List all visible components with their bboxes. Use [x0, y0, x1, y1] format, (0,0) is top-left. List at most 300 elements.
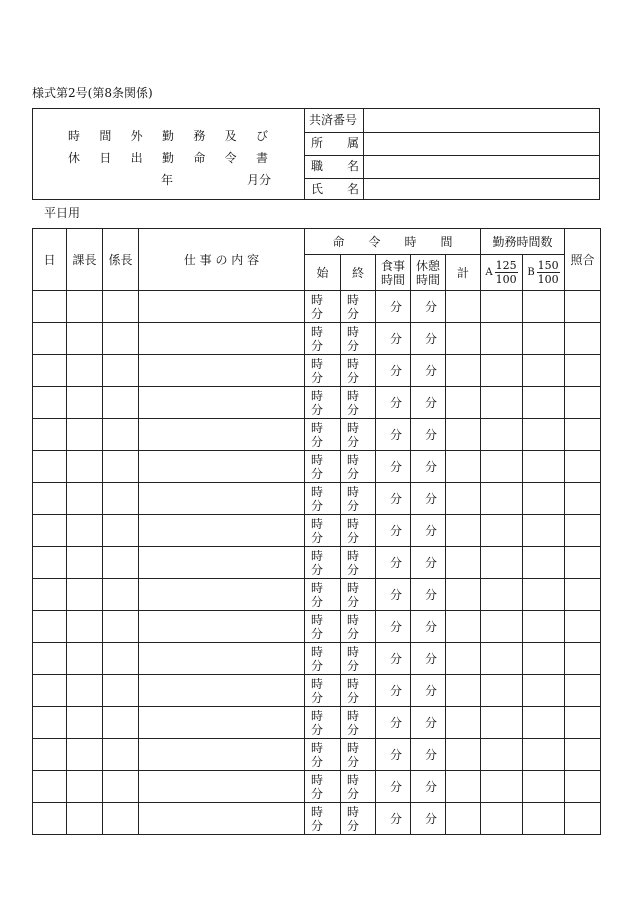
break-time-cell[interactable] [411, 323, 446, 355]
minute-unit: 分 [347, 786, 360, 801]
minute-unit: 分 [311, 594, 324, 609]
table-cell[interactable] [139, 483, 305, 515]
title-char: 出 [130, 151, 143, 165]
start-time-cell[interactable] [305, 515, 341, 547]
table-cell[interactable] [139, 547, 305, 579]
table-cell[interactable] [67, 771, 103, 803]
table-cell[interactable] [67, 579, 103, 611]
table-cell[interactable] [33, 579, 67, 611]
table-cell[interactable] [565, 387, 601, 419]
minute-unit: 分 [389, 683, 402, 698]
table-cell[interactable] [33, 451, 67, 483]
meal-time-cell[interactable] [376, 611, 411, 643]
table-cell[interactable] [103, 387, 139, 419]
end-time-cell[interactable] [341, 675, 376, 707]
title-char: 及 [224, 129, 237, 143]
col-meal [376, 255, 411, 291]
field-label-shozoku: 所 属 [311, 136, 360, 150]
table-cell[interactable] [103, 675, 139, 707]
table-cell[interactable] [33, 483, 67, 515]
minute-unit: 分 [347, 370, 360, 385]
hour-unit: 時 [311, 612, 324, 627]
table-cell[interactable] [446, 547, 481, 579]
meal-time-cell[interactable] [376, 771, 411, 803]
start-time-cell[interactable] [305, 579, 341, 611]
hour-unit: 時 [311, 548, 324, 563]
table-cell[interactable] [565, 739, 601, 771]
table-cell[interactable] [139, 611, 305, 643]
table-row [33, 739, 601, 771]
break-time-cell[interactable] [411, 611, 446, 643]
minute-unit: 分 [311, 306, 324, 321]
table-cell[interactable] [523, 739, 565, 771]
minute-unit: 分 [347, 818, 360, 833]
table-row [33, 579, 601, 611]
meal-time-cell[interactable] [376, 387, 411, 419]
table-cell[interactable] [565, 323, 601, 355]
start-time-cell[interactable] [305, 739, 341, 771]
table-cell[interactable] [481, 291, 523, 323]
meal-time-cell[interactable] [376, 803, 411, 835]
table-cell[interactable] [67, 675, 103, 707]
meal-time-cell[interactable] [376, 323, 411, 355]
table-cell[interactable] [523, 547, 565, 579]
start-time-cell[interactable] [305, 771, 341, 803]
table-row [33, 515, 601, 547]
table-cell[interactable] [67, 707, 103, 739]
end-time-cell[interactable] [341, 771, 376, 803]
table-row [33, 547, 601, 579]
table-cell[interactable] [446, 611, 481, 643]
end-time-cell[interactable] [341, 451, 376, 483]
table-cell[interactable] [446, 803, 481, 835]
table-cell[interactable] [446, 579, 481, 611]
hour-unit: 時 [311, 292, 324, 307]
table-cell[interactable] [67, 451, 103, 483]
table-cell[interactable] [523, 387, 565, 419]
table-cell[interactable] [139, 387, 305, 419]
minute-unit: 分 [389, 459, 402, 474]
meal-time-cell[interactable] [376, 515, 411, 547]
table-cell[interactable] [565, 611, 601, 643]
table-cell[interactable] [33, 739, 67, 771]
start-time-cell[interactable] [305, 611, 341, 643]
end-time-cell[interactable] [341, 707, 376, 739]
table-cell[interactable] [139, 355, 305, 387]
meal-time-cell[interactable] [376, 675, 411, 707]
break-time-cell[interactable] [411, 483, 446, 515]
title-char: 令 [224, 151, 237, 165]
table-cell[interactable] [33, 419, 67, 451]
minute-unit: 分 [347, 594, 360, 609]
month-label: 月分 [247, 173, 272, 187]
table-cell[interactable] [33, 515, 67, 547]
table-cell[interactable] [565, 771, 601, 803]
table-cell[interactable] [446, 707, 481, 739]
minute-unit: 分 [347, 338, 360, 353]
col-break-2: 時間 [415, 272, 440, 287]
minute-unit: 分 [424, 715, 437, 730]
break-time-cell[interactable] [411, 547, 446, 579]
minute-unit: 分 [347, 690, 360, 705]
start-time-cell[interactable] [305, 355, 341, 387]
table-cell[interactable] [565, 483, 601, 515]
end-time-cell[interactable] [341, 323, 376, 355]
break-time-cell[interactable] [411, 675, 446, 707]
table-cell[interactable] [446, 291, 481, 323]
hour-unit: 時 [347, 324, 360, 339]
meal-time-cell[interactable] [376, 643, 411, 675]
break-time-cell[interactable] [411, 803, 446, 835]
minute-unit: 分 [311, 658, 324, 673]
hour-unit: 時 [311, 388, 324, 403]
start-time-cell[interactable] [305, 419, 341, 451]
start-time-cell[interactable] [305, 643, 341, 675]
break-time-cell[interactable] [411, 355, 446, 387]
table-cell[interactable] [103, 579, 139, 611]
table-cell[interactable] [67, 739, 103, 771]
table-cell[interactable] [33, 323, 67, 355]
start-time-cell[interactable] [305, 387, 341, 419]
table-row [33, 451, 601, 483]
break-time-cell[interactable] [411, 451, 446, 483]
minute-unit: 分 [389, 587, 402, 602]
table-cell[interactable] [139, 515, 305, 547]
title-char: 休 [68, 151, 81, 165]
end-time-cell[interactable] [341, 643, 376, 675]
table-cell[interactable] [103, 547, 139, 579]
table-cell[interactable] [103, 291, 139, 323]
rate-a-den: 100 [495, 273, 517, 286]
table-cell[interactable] [67, 803, 103, 835]
table-cell[interactable] [103, 803, 139, 835]
title-char: 勤 [161, 129, 174, 143]
meal-time-cell[interactable] [376, 419, 411, 451]
table-row [33, 355, 601, 387]
hour-unit: 時 [347, 804, 360, 819]
table-cell[interactable] [33, 291, 67, 323]
field-label-kyosai: 共済番号 [309, 113, 358, 127]
table-cell[interactable] [139, 643, 305, 675]
minute-unit: 分 [424, 299, 437, 314]
break-time-cell[interactable] [411, 291, 446, 323]
field-label-shokumei: 職 名 [311, 159, 360, 173]
meal-time-cell[interactable] [376, 547, 411, 579]
table-cell[interactable] [565, 675, 601, 707]
hour-unit: 時 [347, 772, 360, 787]
field-row-shimei [305, 178, 599, 199]
table-cell[interactable] [481, 387, 523, 419]
minute-unit: 分 [389, 715, 402, 730]
hour-unit: 時 [347, 388, 360, 403]
table-cell[interactable] [103, 419, 139, 451]
minute-unit: 分 [311, 498, 324, 513]
table-cell[interactable] [103, 643, 139, 675]
table-cell[interactable] [565, 803, 601, 835]
minute-unit: 分 [424, 331, 437, 346]
minute-unit: 分 [389, 363, 402, 378]
table-cell[interactable] [139, 803, 305, 835]
title-line-1 [68, 129, 268, 143]
minute-unit: 分 [311, 626, 324, 641]
hour-unit: 時 [311, 708, 324, 723]
end-time-cell[interactable] [341, 355, 376, 387]
table-cell[interactable] [103, 323, 139, 355]
start-time-cell[interactable] [305, 451, 341, 483]
table-cell[interactable] [481, 547, 523, 579]
minute-unit: 分 [347, 562, 360, 577]
table-cell[interactable] [565, 547, 601, 579]
col-break-1: 休憩 [415, 258, 440, 273]
table-cell[interactable] [481, 515, 523, 547]
end-time-cell[interactable] [341, 291, 376, 323]
table-cell[interactable] [481, 803, 523, 835]
minute-unit: 分 [347, 658, 360, 673]
table-cell[interactable] [481, 739, 523, 771]
minute-unit: 分 [311, 402, 324, 417]
table-cell[interactable] [139, 707, 305, 739]
break-time-cell[interactable] [411, 771, 446, 803]
minute-unit: 分 [347, 626, 360, 641]
table-cell[interactable] [481, 419, 523, 451]
hour-unit: 時 [311, 484, 324, 499]
end-time-cell[interactable] [341, 803, 376, 835]
end-time-cell[interactable] [341, 547, 376, 579]
minute-unit: 分 [424, 523, 437, 538]
table-cell[interactable] [103, 515, 139, 547]
end-time-cell[interactable] [341, 387, 376, 419]
table-cell[interactable] [481, 611, 523, 643]
end-time-cell[interactable] [341, 739, 376, 771]
start-time-cell[interactable] [305, 291, 341, 323]
minute-unit: 分 [389, 299, 402, 314]
meal-time-cell[interactable] [376, 291, 411, 323]
minute-unit: 分 [424, 683, 437, 698]
minute-unit: 分 [347, 754, 360, 769]
table-cell[interactable] [446, 643, 481, 675]
break-time-cell[interactable] [411, 739, 446, 771]
field-label-shimei: 氏 名 [311, 182, 360, 196]
table-cell[interactable] [446, 355, 481, 387]
table-cell[interactable] [446, 419, 481, 451]
table-cell[interactable] [446, 483, 481, 515]
break-time-cell[interactable] [411, 419, 446, 451]
minute-unit: 分 [347, 402, 360, 417]
table-cell[interactable] [33, 675, 67, 707]
hour-unit: 時 [347, 484, 360, 499]
table-cell[interactable] [33, 355, 67, 387]
table-cell[interactable] [139, 451, 305, 483]
table-cell[interactable] [523, 355, 565, 387]
start-time-cell[interactable] [305, 675, 341, 707]
table-cell[interactable] [481, 707, 523, 739]
table-cell[interactable] [523, 611, 565, 643]
title-char: 間 [99, 129, 112, 143]
end-time-cell[interactable] [341, 579, 376, 611]
table-cell[interactable] [103, 611, 139, 643]
table-cell[interactable] [523, 291, 565, 323]
table-cell[interactable] [103, 739, 139, 771]
table-cell[interactable] [565, 515, 601, 547]
table-cell[interactable] [523, 643, 565, 675]
table-header-row-1 [33, 229, 601, 255]
end-time-cell[interactable] [341, 419, 376, 451]
table-cell[interactable] [139, 579, 305, 611]
table-cell[interactable] [565, 355, 601, 387]
table-cell[interactable] [481, 355, 523, 387]
table-cell[interactable] [103, 451, 139, 483]
table-cell[interactable] [446, 675, 481, 707]
sub-label: 平日用 [44, 206, 81, 220]
minute-unit: 分 [389, 779, 402, 794]
minute-unit: 分 [389, 523, 402, 538]
table-cell[interactable] [481, 323, 523, 355]
table-row [33, 643, 601, 675]
table-cell[interactable] [565, 291, 601, 323]
table-cell[interactable] [33, 771, 67, 803]
hour-unit: 時 [311, 356, 324, 371]
table-cell[interactable] [446, 387, 481, 419]
hour-unit: 時 [347, 644, 360, 659]
meal-time-cell[interactable] [376, 483, 411, 515]
table-cell[interactable] [67, 547, 103, 579]
table-row [33, 675, 601, 707]
table-row [33, 803, 601, 835]
table-cell[interactable] [481, 451, 523, 483]
table-cell[interactable] [67, 355, 103, 387]
start-time-cell[interactable] [305, 323, 341, 355]
col-kinmu: 勤務時間数 [481, 229, 565, 255]
col-meal-2: 時間 [380, 272, 405, 287]
table-cell[interactable] [565, 707, 601, 739]
hour-unit: 時 [347, 452, 360, 467]
table-cell[interactable] [67, 387, 103, 419]
table-cell[interactable] [481, 643, 523, 675]
meal-time-cell[interactable] [376, 451, 411, 483]
table-cell[interactable] [67, 419, 103, 451]
table-row [33, 291, 601, 323]
table-cell[interactable] [33, 803, 67, 835]
table-cell[interactable] [565, 579, 601, 611]
table-cell[interactable] [67, 483, 103, 515]
overtime-table [32, 228, 601, 835]
table-cell[interactable] [139, 771, 305, 803]
table-row [33, 707, 601, 739]
table-cell[interactable] [481, 675, 523, 707]
minute-unit: 分 [424, 587, 437, 602]
table-cell[interactable] [139, 739, 305, 771]
table-cell[interactable] [33, 611, 67, 643]
break-time-cell[interactable] [411, 643, 446, 675]
table-row [33, 419, 601, 451]
table-cell[interactable] [523, 803, 565, 835]
start-time-cell[interactable] [305, 707, 341, 739]
col-break [411, 255, 446, 291]
minute-unit: 分 [389, 555, 402, 570]
minute-unit: 分 [389, 651, 402, 666]
table-cell[interactable] [446, 323, 481, 355]
minute-unit: 分 [424, 779, 437, 794]
table-cell[interactable] [481, 579, 523, 611]
meal-time-cell[interactable] [376, 355, 411, 387]
table-cell[interactable] [523, 323, 565, 355]
start-time-cell[interactable] [305, 483, 341, 515]
hour-unit: 時 [311, 452, 324, 467]
end-time-cell[interactable] [341, 611, 376, 643]
table-cell[interactable] [67, 291, 103, 323]
table-cell[interactable] [103, 707, 139, 739]
hour-unit: 時 [347, 580, 360, 595]
table-cell[interactable] [481, 771, 523, 803]
table-cell[interactable] [139, 291, 305, 323]
table-cell[interactable] [67, 323, 103, 355]
table-cell[interactable] [565, 419, 601, 451]
meal-time-cell[interactable] [376, 579, 411, 611]
table-cell[interactable] [523, 483, 565, 515]
table-cell[interactable] [481, 483, 523, 515]
table-cell[interactable] [33, 643, 67, 675]
table-cell[interactable] [33, 707, 67, 739]
table-cell[interactable] [523, 451, 565, 483]
hour-unit: 時 [311, 676, 324, 691]
break-time-cell[interactable] [411, 515, 446, 547]
table-cell[interactable] [103, 355, 139, 387]
table-cell[interactable] [446, 771, 481, 803]
hour-unit: 時 [311, 772, 324, 787]
table-cell[interactable] [523, 707, 565, 739]
table-cell[interactable] [446, 515, 481, 547]
table-cell[interactable] [523, 675, 565, 707]
hour-unit: 時 [347, 612, 360, 627]
table-cell[interactable] [103, 483, 139, 515]
minute-unit: 分 [311, 722, 324, 737]
minute-unit: 分 [424, 427, 437, 442]
table-cell[interactable] [103, 771, 139, 803]
col-total: 計 [446, 255, 481, 291]
table-cell[interactable] [523, 515, 565, 547]
table-cell[interactable] [446, 451, 481, 483]
break-time-cell[interactable] [411, 579, 446, 611]
table-cell[interactable] [523, 419, 565, 451]
end-time-cell[interactable] [341, 483, 376, 515]
table-cell[interactable] [139, 675, 305, 707]
meal-time-cell[interactable] [376, 739, 411, 771]
table-cell[interactable] [67, 611, 103, 643]
table-cell[interactable] [446, 739, 481, 771]
table-cell[interactable] [523, 579, 565, 611]
table-cell[interactable] [67, 643, 103, 675]
table-cell[interactable] [565, 451, 601, 483]
col-kakaricho: 係長 [103, 229, 139, 291]
table-cell[interactable] [523, 771, 565, 803]
start-time-cell[interactable] [305, 803, 341, 835]
table-cell[interactable] [67, 515, 103, 547]
break-time-cell[interactable] [411, 707, 446, 739]
table-cell[interactable] [33, 387, 67, 419]
break-time-cell[interactable] [411, 387, 446, 419]
start-time-cell[interactable] [305, 547, 341, 579]
table-cell[interactable] [565, 643, 601, 675]
table-cell[interactable] [139, 419, 305, 451]
meal-time-cell[interactable] [376, 707, 411, 739]
hour-unit: 時 [311, 740, 324, 755]
table-cell[interactable] [33, 547, 67, 579]
minute-unit: 分 [389, 491, 402, 506]
col-day: 日 [33, 229, 67, 291]
title-char: び [255, 129, 268, 143]
table-cell[interactable] [139, 323, 305, 355]
end-time-cell[interactable] [341, 515, 376, 547]
